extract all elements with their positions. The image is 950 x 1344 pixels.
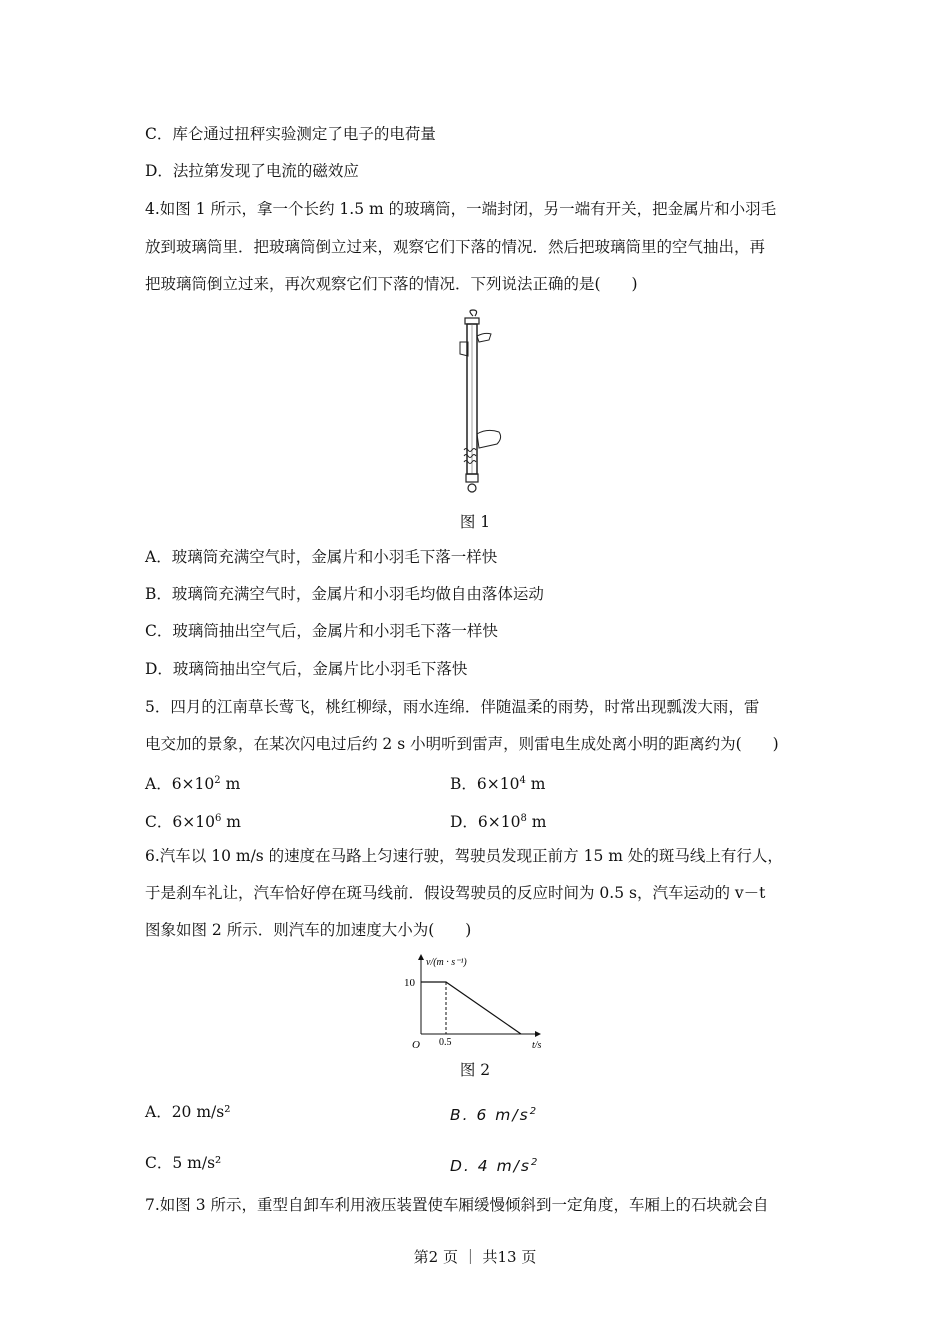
figure-2-caption: 图 2 (459, 1061, 491, 1079)
y-tick-label: 10 (404, 977, 415, 989)
velocity-series-line (421, 982, 521, 1034)
vt-graph (400, 950, 550, 1050)
q4-option-b: B．玻璃筒充满空气时，金属片和小羽毛均做自由落体运动 (145, 585, 544, 603)
q6-option-c: C．5 m/s² (145, 1154, 222, 1172)
q5-option-b: B．$6\times 10^4$ m (450, 775, 546, 794)
q5-option-d: D．$6\times 10^8$ m (450, 813, 547, 832)
figure-1-caption: 图 1 (459, 513, 491, 531)
q6-option-a: A．20 m/s² (145, 1103, 231, 1121)
q4-stem-line3: 把玻璃筒倒立过来，再次观察它们下落的情况．下列说法正确的是( ) (145, 275, 638, 293)
q4-stem-line2: 放到玻璃筒里．把玻璃筒倒立过来，观察它们下落的情况．然后把玻璃筒里的空气抽出，再 (145, 238, 766, 256)
q5-stem-line1: 5．四月的江南草长莺飞，桃红柳绿，雨水连绵．伴随温柔的雨势，时常出现瓢泼大雨，雷 (145, 698, 760, 716)
y-axis-label: v/(m · s⁻¹) (426, 957, 467, 968)
page-footer: 第2 页 ｜ 共13 页 (413, 1248, 537, 1266)
q4-option-d: D．玻璃筒抽出空气后，金属片比小羽毛下落快 (145, 660, 468, 678)
origin-label: O (412, 1039, 420, 1050)
q4-option-c: C．玻璃筒抽出空气后，金属片和小羽毛下落一样快 (145, 622, 498, 640)
x-axis-label: t/s (532, 1040, 542, 1050)
x-axis-arrow (535, 1031, 541, 1037)
glass-tube-figure (440, 308, 520, 498)
q4-stem-line1: 4.如图 1 所示，拿一个长约 1.5 m 的玻璃筒，一端封闭，另一端有开关，把金属片和小羽毛 (145, 200, 777, 218)
y-axis-arrow (418, 954, 424, 960)
q6-option-b: B. 6 $m/s^2$ (450, 1106, 539, 1125)
q6-stem-line1: 6.汽车以 10 m/s 的速度在马路上匀速行驶，驾驶员发现正前方 15 m 处的斑马线上有行人， (145, 847, 783, 865)
q3-option-c: C．库仑通过扭秤实验测定了电子的电荷量 (145, 125, 436, 143)
q5-stem-line2: 电交加的景象，在某次闪电过后约 2 s 小明听到雷声，则雷电生成处离小明的距离约为( ) (145, 735, 779, 753)
q4-option-a: A．玻璃筒充满空气时，金属片和小羽毛下落一样快 (145, 548, 498, 566)
q7-stem-line1: 7.如图 3 所示，重型自卸车利用液压装置使车厢缓慢倾斜到一定角度，车厢上的石块就会自 (145, 1196, 769, 1214)
q6-stem-line2: 于是刹车礼让，汽车恰好停在斑马线前．假设驾驶员的反应时间为 0.5 s，汽车运动的 v－t (145, 884, 766, 902)
q6-option-d: D. 4 $m/s^2$ (450, 1157, 540, 1176)
q3-option-d: D．法拉第发现了电流的磁效应 (145, 162, 359, 180)
q5-option-a: A．$6\times 10^2$ m (145, 775, 241, 794)
x-tick-label: 0.5 (439, 1037, 452, 1048)
q5-option-c: C．$6\times 10^6$ m (145, 813, 241, 832)
q6-stem-line3: 图象如图 2 所示．则汽车的加速度大小为( ) (145, 921, 472, 939)
